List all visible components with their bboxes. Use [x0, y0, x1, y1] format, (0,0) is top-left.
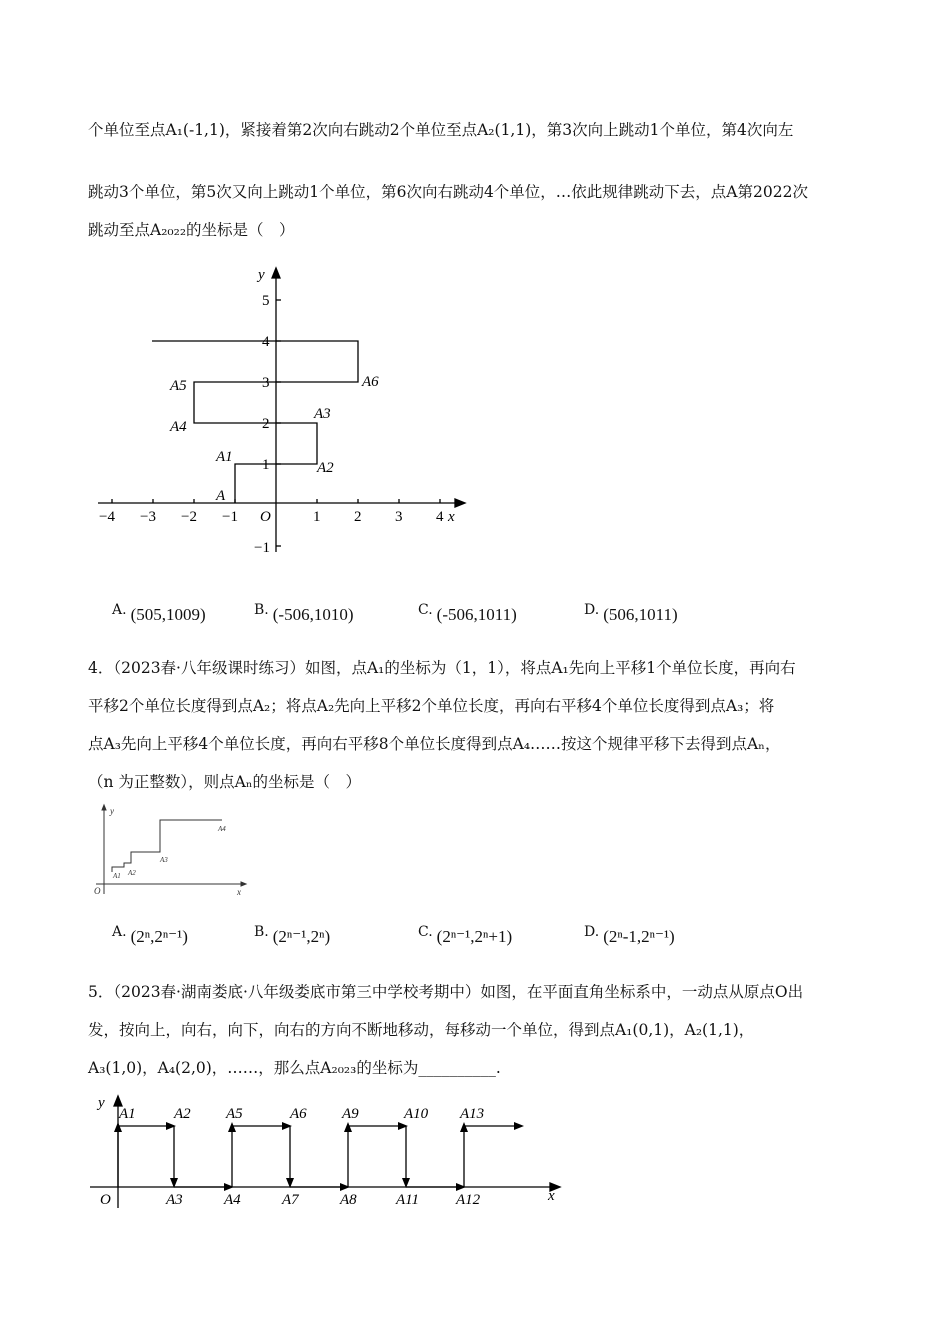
q3-xtick-neg3: −3 [140, 509, 156, 525]
q3-option-c-label: C. [418, 602, 433, 618]
q5-label-A4: A4 [224, 1192, 241, 1208]
q3-x-axis-label: x [448, 509, 455, 525]
q5-label-A10: A10 [404, 1106, 429, 1122]
q3-ytick-5: 5 [262, 293, 270, 309]
q4-option-d-label: D. [584, 924, 600, 940]
q3-xtick-3: 3 [395, 509, 403, 525]
q4-option-b[interactable] [254, 924, 330, 947]
q4-option-c[interactable] [418, 924, 512, 947]
q4-text-line1: 4．（2023春·八年级课时练习）如图，点A₁的坐标为（1，1），将点A₁先向上平移1个单位长度，再向右 [88, 659, 796, 677]
q3-option-a[interactable] [112, 602, 206, 625]
q3-point-A6: A6 [362, 374, 379, 390]
q3-option-a-value: (505,1009) [130, 605, 206, 625]
q3-text-line1: 个单位至点A₁(-1,1)，紧接着第2次向右跳动2个单位至点A₂(1,1)，第3次向上跳动1个单位，第4次向左 [88, 121, 794, 139]
q3-text-line3: 跳动至点A₂₀₂₂的坐标是（ ） [88, 221, 295, 239]
q5-y-axis-label: y [98, 1095, 105, 1111]
q4-option-d-value: (2ⁿ-1,2ⁿ⁻¹) [603, 927, 675, 947]
q4-point-A3: A3 [160, 856, 168, 864]
q5-text-line3: A₃(1,0)，A₄(2,0)，……，那么点A₂₀₂₃的坐标为__________. [88, 1059, 501, 1077]
q3-ytick-neg1: −1 [254, 540, 270, 556]
q4-option-a-label: A. [112, 924, 127, 940]
q5-label-A8: A8 [340, 1192, 357, 1208]
q3-ytick-3: 3 [262, 375, 270, 391]
q3-option-b-value: (-506,1010) [272, 605, 354, 625]
q4-coordinate-figure [88, 800, 253, 900]
q3-option-b-label: B. [254, 602, 269, 618]
q5-text-line2: 发，按向上，向右，向下，向右的方向不断地移动，每移动一个单位，得到点A₁(0,1)，A₂(1,1)， [88, 1021, 755, 1039]
q4-text-line3: 点A₃先向上平移4个单位长度，再向右平移8个单位长度得到点A₄……按这个规律平移下去得到点Aₙ， [88, 735, 781, 753]
q3-xtick-4: 4 [436, 509, 444, 525]
q5-x-axis-label: x [548, 1188, 555, 1204]
q5-label-A2: A2 [174, 1106, 191, 1122]
q4-point-A2: A2 [128, 869, 136, 877]
q3-point-A2: A2 [317, 460, 334, 476]
q5-label-A7: A7 [282, 1192, 299, 1208]
q3-point-A1: A1 [216, 449, 233, 465]
q5-label-A1: A1 [119, 1106, 136, 1122]
q5-label-A3: A3 [166, 1192, 183, 1208]
q4-point-A4: A4 [218, 825, 226, 833]
q4-text-line4: （n 为正整数），则点Aₙ的坐标是（ ） [88, 773, 362, 791]
q3-option-b[interactable] [254, 602, 353, 625]
q3-option-c-value: (-506,1011) [436, 605, 517, 625]
q4-option-c-value: (2ⁿ⁻¹,2ⁿ+1) [436, 927, 513, 947]
q5-label-A13: A13 [460, 1106, 485, 1122]
q5-label-A9: A9 [342, 1106, 359, 1122]
q4-option-b-value: (2ⁿ⁻¹,2ⁿ) [272, 927, 331, 947]
q3-option-d-label: D. [584, 602, 600, 618]
q3-xtick-neg1: −1 [222, 509, 238, 525]
q3-point-A3: A3 [314, 406, 331, 422]
q3-xtick-neg4: −4 [99, 509, 115, 525]
q4-option-b-label: B. [254, 924, 269, 940]
q5-label-A6: A6 [290, 1106, 307, 1122]
q3-ytick-2: 2 [262, 416, 270, 432]
q4-option-d[interactable] [584, 924, 675, 947]
q3-ytick-4: 4 [262, 334, 270, 350]
q4-option-a[interactable] [112, 924, 188, 947]
q3-ytick-1: 1 [262, 457, 270, 473]
q3-xtick-neg2: −2 [181, 509, 197, 525]
q3-origin-label: O [260, 509, 271, 525]
q3-text-line2: 跳动3个单位，第5次又向上跳动1个单位，第6次向右跳动4个单位，…依此规律跳动下去，点A第2022次 [88, 183, 808, 201]
q4-origin-label: O [94, 886, 101, 896]
q5-label-A5: A5 [226, 1106, 243, 1122]
q5-origin-label: O [100, 1192, 111, 1208]
q4-point-A1: A1 [113, 872, 121, 880]
q3-point-A5: A5 [170, 378, 187, 394]
q5-text-line1: 5．（2023春·湖南娄底·八年级娄底市第三中学校考期中）如图，在平面直角坐标系中，一动点从原点O出 [88, 983, 804, 1001]
q5-coordinate-figure [86, 1090, 566, 1215]
q3-option-a-label: A. [112, 602, 127, 618]
q5-label-A12: A12 [456, 1192, 481, 1208]
q3-xtick-1: 1 [313, 509, 321, 525]
q3-point-A: A [216, 488, 226, 504]
q3-option-d-value: (506,1011) [603, 605, 678, 625]
q3-option-c[interactable] [418, 602, 517, 625]
q4-text-line2: 平移2个单位长度得到点A₂；将点A₂先向上平移2个单位长度，再向右平移4个单位长度得到点A₃；将 [88, 697, 775, 715]
q5-label-A11: A11 [396, 1192, 420, 1208]
q3-y-axis-label: y [258, 267, 265, 283]
q3-option-d[interactable] [584, 602, 678, 625]
q3-coordinate-figure [90, 262, 470, 562]
q4-y-axis-label: y [110, 806, 114, 816]
q3-xtick-2: 2 [354, 509, 362, 525]
q4-x-axis-label: x [237, 887, 241, 897]
q3-point-A4: A4 [170, 419, 187, 435]
q4-option-c-label: C. [418, 924, 433, 940]
q4-option-a-value: (2ⁿ,2ⁿ⁻¹) [130, 927, 188, 947]
